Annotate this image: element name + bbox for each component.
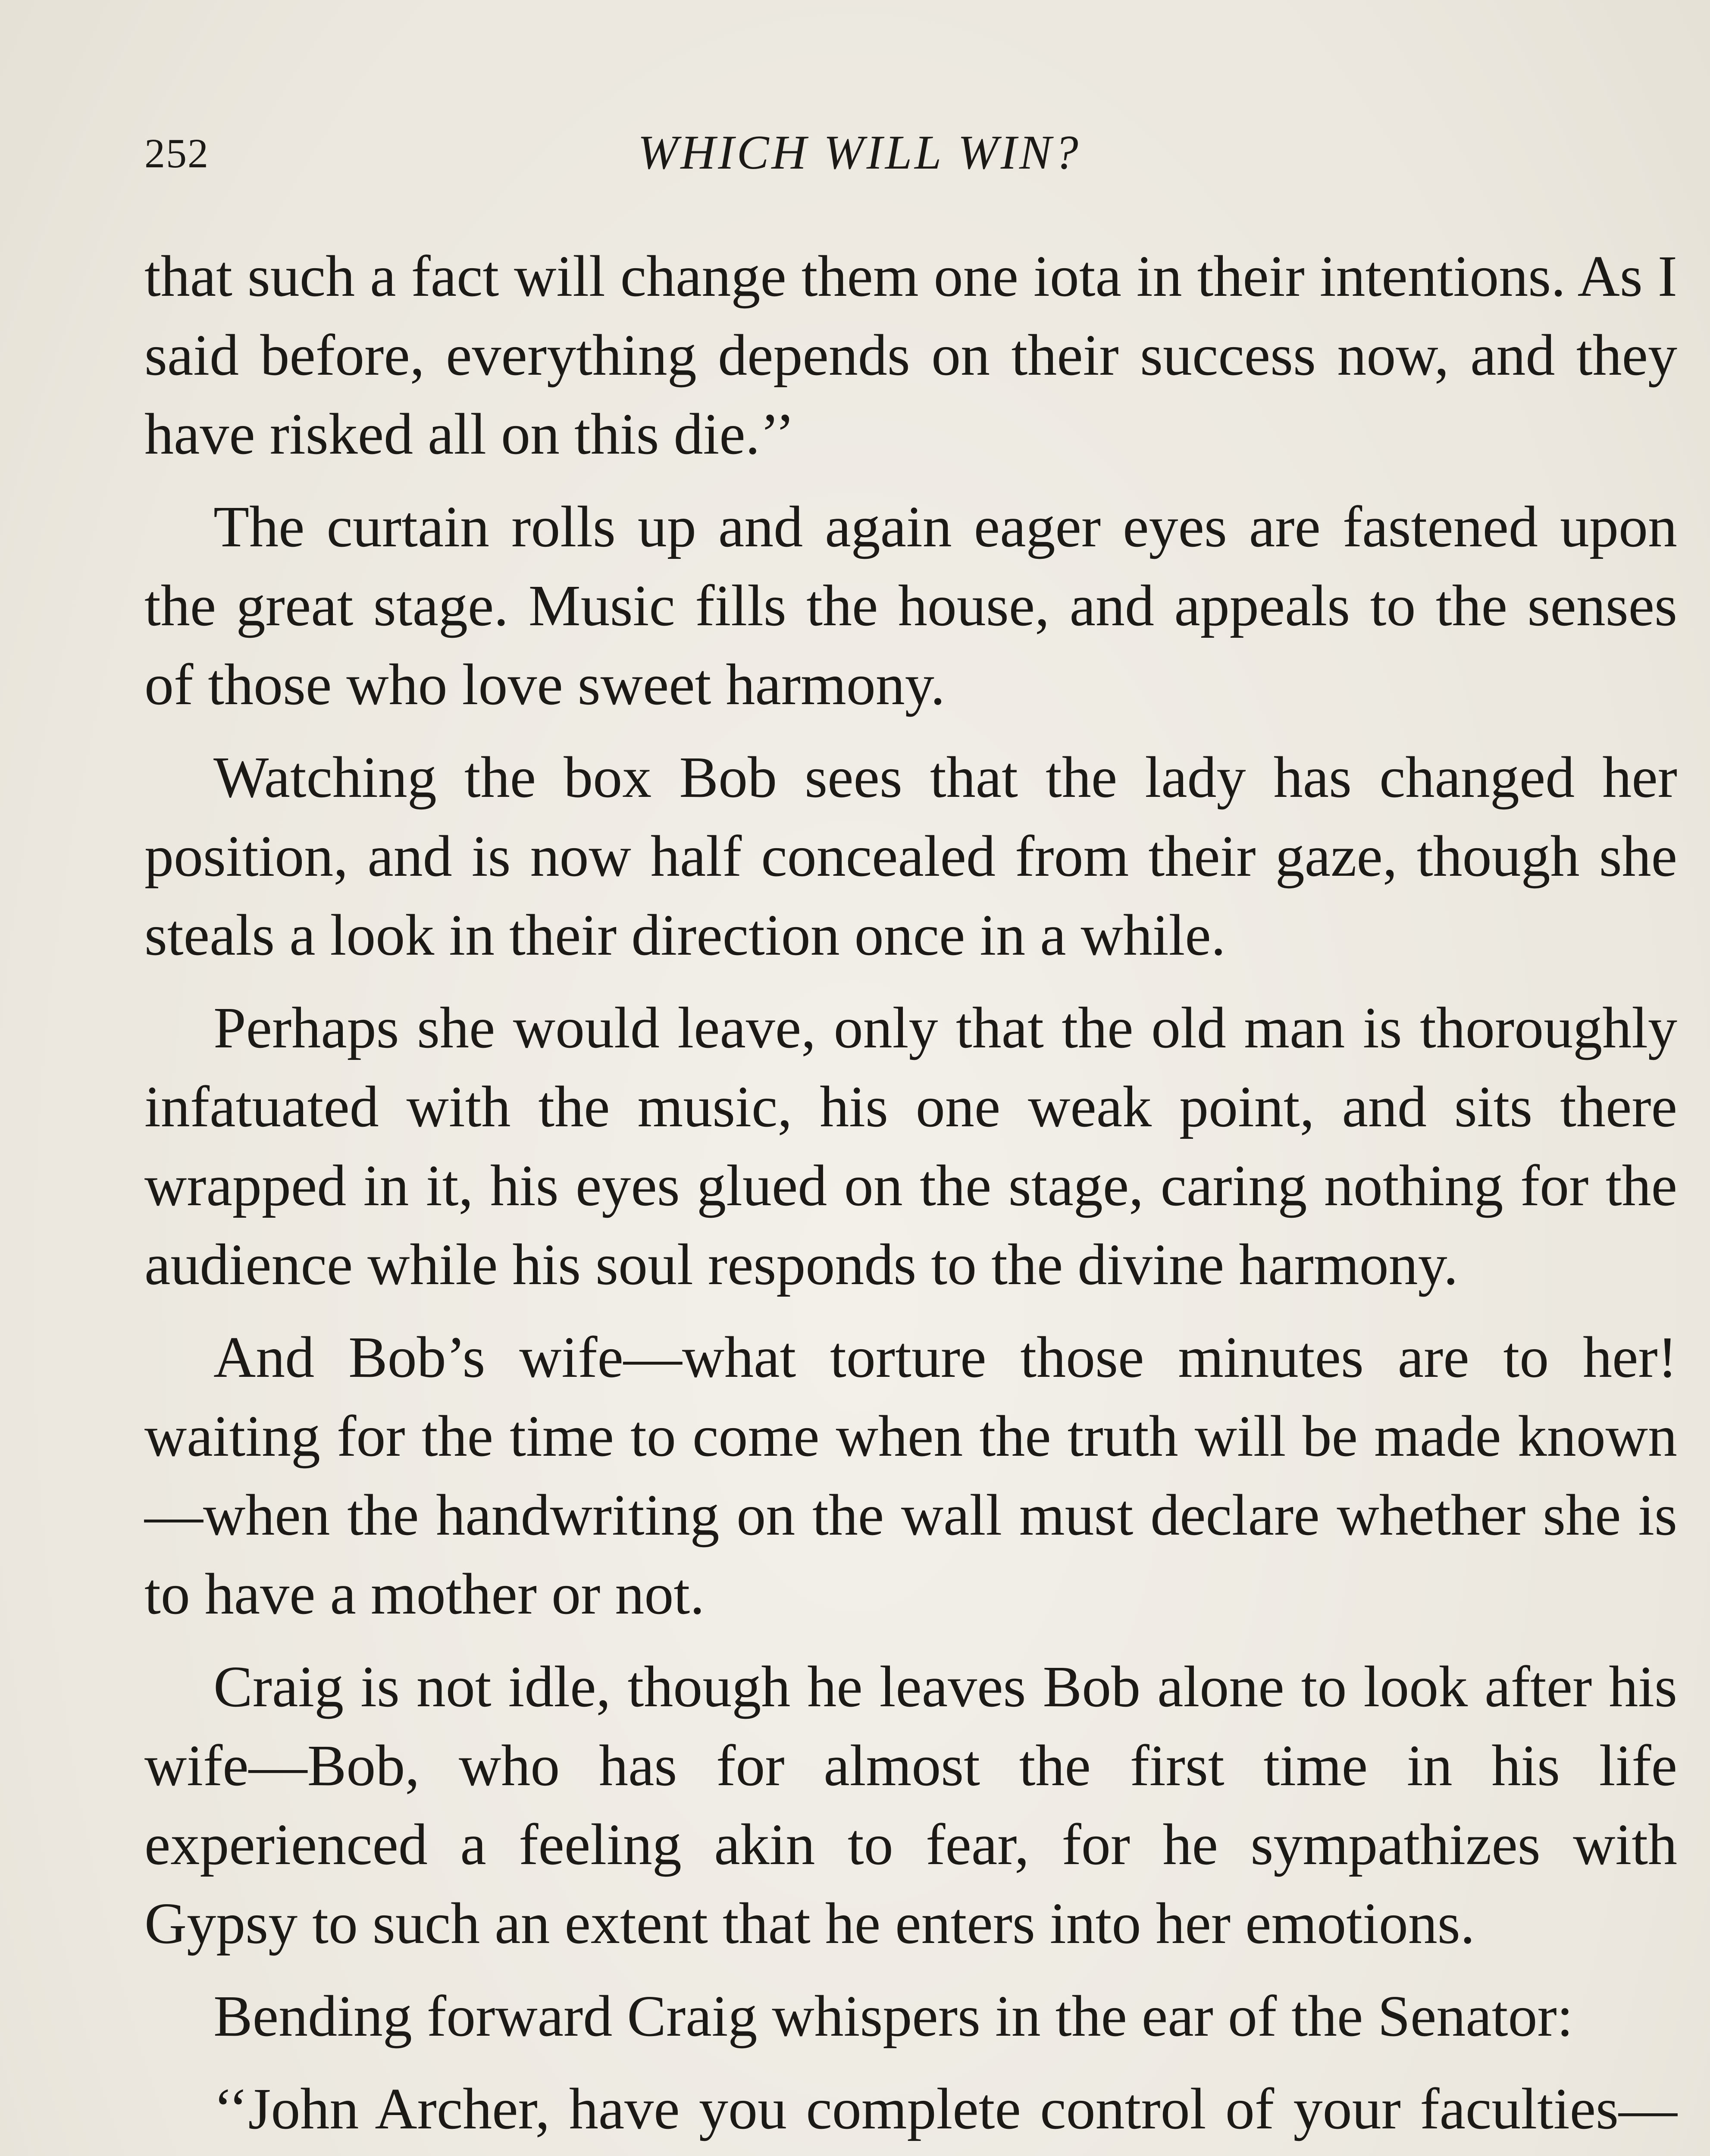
- paragraph: Bending forward Craig whispers in the ear of the Senator:: [213, 1984, 1573, 2049]
- paragraph: The curtain rolls up and again eager eyes are fastened upon the great stage. Music fills the house, and appeals to the senses of those who love sweet harmony.: [144, 495, 1677, 717]
- page-number: 252: [144, 130, 209, 176]
- paragraph: Craig is not idle, though he leaves Bob alone to look after his wife—Bob, who has for almost the first time in his life experienced a feeling akin to fear, for he sympathizes with Gypsy to such an extent that he enters into her emotions.: [144, 1655, 1677, 1956]
- paragraph: ‘‘John Archer, have you complete control of your faculties—: [213, 2077, 1677, 2141]
- page-header: [144, 125, 1574, 190]
- paragraph: Perhaps she would leave, only that the old man is thoroughly infatuated with the music, his one weak point, and sits there wrapped in it, his eyes glued on the stage, caring nothing for the audience while his soul responds to the divine harmony.: [144, 996, 1677, 1297]
- body-text: [144, 237, 1677, 2156]
- running-head: WHICH WILL WIN?: [638, 126, 1081, 179]
- paragraph: Watching the box Bob sees that the lady has changed her position, and is now half concealed from their gaze, though she steals a look in their direction once in a while.: [144, 745, 1677, 968]
- paragraph: And Bob’s wife—what torture those minutes are to her! waiting for the time to come when the truth will be made known—when the handwriting on the wall must declare whether she is to have a mother or not.: [144, 1325, 1677, 1626]
- paragraph: that such a fact will change them one iota in their intentions. As I said before, everything depends on their success now, and they have risked all on this die.’’: [144, 244, 1677, 467]
